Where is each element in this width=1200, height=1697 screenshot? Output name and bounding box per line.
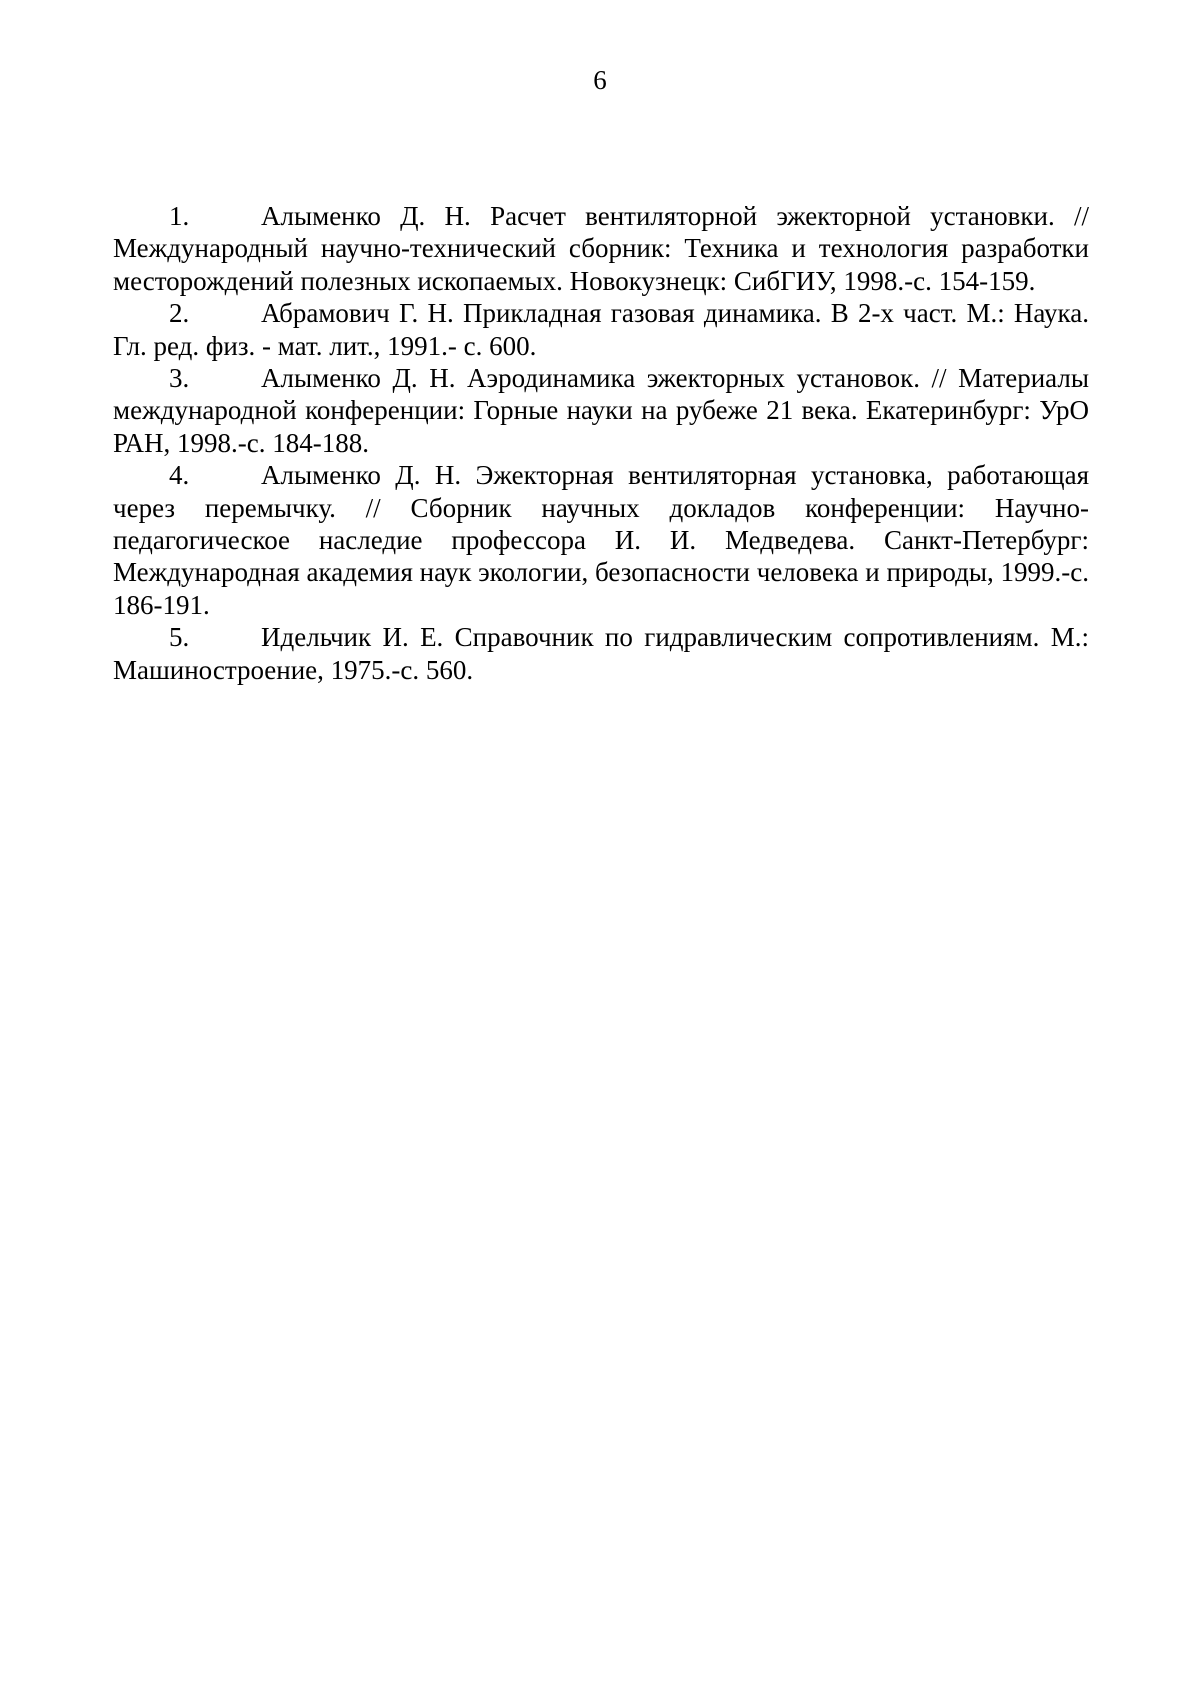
page-number: 6 [593,65,607,95]
reference-item [113,200,1089,297]
reference-text: Абрамович Г. Н. Прикладная газовая динамика. В 2-х част. М.: Наука. Гл. ред. физ. - мат. лит., 1991.- с. 600. [113,298,1089,361]
reference-text: Алыменко Д. Н. Аэродинамика эжекторных установок. // Материалы международной конференции: Горные науки на рубеже 21 века. Екатеринбург: УрО РАН, 1998.-с. 184-188. [113,363,1089,458]
reference-number: 1. [169,201,190,231]
reference-list [113,200,1089,686]
reference-item [113,621,1089,686]
reference-text: Идельчик И. Е. Справочник по гидравлическим сопротивлениям. М.: Машиностроение, 1975.-с. 560. [113,622,1089,685]
reference-number: 3. [169,363,190,394]
reference-number: 4. [169,460,190,491]
reference-item [113,362,1089,459]
reference-number: 5. [169,622,190,653]
reference-text: Алыменко Д. Н. Эжекторная вентиляторная установка, работающая через перемычку. // Сборник научных докладов конференции: Научно-педагогическое наследие профессора И. И. Медведева. Санкт-Петербург: Международная академия наук экологии, безопасности человека и природы, 1999.-с. 186-191. [113,460,1089,620]
reference-item [113,297,1089,362]
reference-item [113,459,1089,621]
reference-text: Алыменко Д. Н. Расчет вентиляторной эжекторной установки. // Международный научно-технический сборник: Техника и технология разработки месторождений полезных ископаемых. Новокузнецк: СибГИУ, 1998.-с. 154-159. [113,201,1089,296]
reference-number: 2. [169,298,190,329]
